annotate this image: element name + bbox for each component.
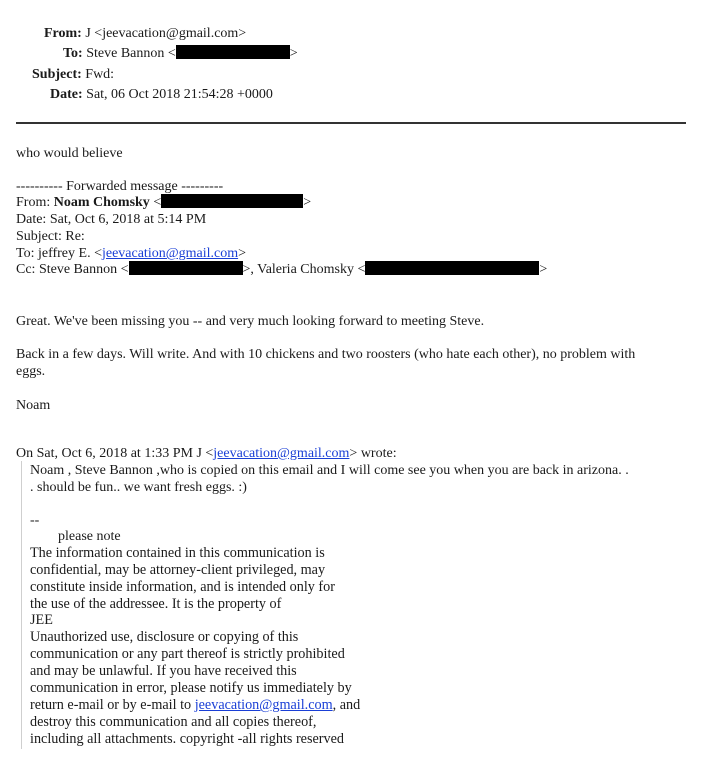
disclaimer-line: The information contained in this communication is <box>30 545 325 561</box>
disclaimer-line: Unauthorized use, disclosure or copying of this <box>30 629 299 645</box>
disclaimer-line: including all attachments. copyright -all rights reserved <box>30 731 345 747</box>
forwarded-to-close: > <box>238 246 246 261</box>
email-link[interactable]: jeevacation@gmail.com <box>213 446 350 461</box>
quoted-line-2: . should be fun.. we want fresh eggs. :) <box>30 480 247 495</box>
forwarded-from-prefix: From: <box>16 195 54 210</box>
disclaimer-line: communication in error, please notify us immediately by <box>30 680 352 696</box>
forwarded-separator: ---------- Forwarded message --------- <box>16 179 224 194</box>
quote-bar <box>21 461 22 749</box>
header-to-row <box>63 45 298 62</box>
quoted-line-1: Noam , Steve Bannon ,who is copied on this email and I will come see you when you are back in arizona. . <box>30 463 629 478</box>
email-link[interactable]: jeevacation@gmail.com <box>194 697 333 713</box>
forwarded-from <box>16 194 311 211</box>
forwarded-cc-mid: >, Valeria Chomsky < <box>242 262 366 277</box>
signature-separator: -- <box>30 513 40 528</box>
reply-signature: Noam <box>16 398 51 413</box>
intro-text: who would believe <box>16 146 123 161</box>
subject-value: Fwd: <box>85 67 115 82</box>
forwarded-cc-close: > <box>539 262 548 277</box>
return-prefix: return e-mail or by e-mail to <box>30 697 195 713</box>
from-label: From: <box>44 26 82 41</box>
forwarded-date: Date: Sat, Oct 6, 2018 at 5:14 PM <box>16 212 207 227</box>
forwarded-to <box>16 245 246 262</box>
forwarded-subject: Subject: Re: <box>16 229 85 244</box>
disclaimer-line: and may be unlawful. If you have received this <box>30 663 297 679</box>
attribution-suffix: > wrote: <box>349 446 397 461</box>
header-divider <box>16 122 686 124</box>
forwarded-to-prefix: To: jeffrey E. < <box>16 246 102 261</box>
disclaimer-line: communication or any part thereof is strictly prohibited <box>30 646 345 662</box>
subject-label: Subject: <box>32 67 82 82</box>
date-value: Sat, 06 Oct 2018 21:54:28 +0000 <box>86 87 273 102</box>
forwarded-from-close: > <box>303 195 312 210</box>
quote-attribution <box>16 445 397 462</box>
forwarded-cc-prefix: Cc: Steve Bannon < <box>16 262 129 277</box>
to-close: > <box>289 46 298 61</box>
forwarded-from-open: < <box>149 195 162 210</box>
header-subject-row <box>32 66 114 83</box>
disclaimer-line: confidential, may be attorney-client privileged, may <box>30 562 326 578</box>
to-name: Steve Bannon < <box>86 46 176 61</box>
redacted-email <box>161 194 303 208</box>
disclaimer-line: constitute inside information, and is intended only for <box>30 579 335 595</box>
forwarded-from-name: Noam Chomsky <box>53 195 150 210</box>
redacted-email <box>129 261 243 275</box>
date-label: Date: <box>50 87 83 102</box>
reply-paragraph-2-line-1: Back in a few days. Will write. And with 10 chickens and two roosters (who hate each other), no problem with <box>16 347 636 362</box>
disclaimer-line: JEE <box>30 612 53 628</box>
email-link[interactable]: jeevacation@gmail.com <box>101 246 239 261</box>
reply-paragraph-2-line-2: eggs. <box>16 364 46 379</box>
return-suffix: , and <box>332 697 361 713</box>
disclaimer-line: the use of the addressee. It is the property of <box>30 596 282 612</box>
redacted-email <box>176 45 290 59</box>
from-value: J <jeevacation@gmail.com> <box>85 26 247 41</box>
please-note: please note <box>58 529 121 544</box>
header-date-row <box>50 86 273 103</box>
attribution-prefix: On Sat, Oct 6, 2018 at 1:33 PM J < <box>16 446 214 461</box>
disclaimer-return-line <box>30 697 360 714</box>
disclaimer-line: destroy this communication and all copies thereof, <box>30 714 317 730</box>
reply-paragraph-1: Great. We've been missing you -- and very much looking forward to meeting Steve. <box>16 314 485 329</box>
to-label: To: <box>63 46 83 61</box>
redacted-email <box>365 261 539 275</box>
forwarded-cc <box>16 261 547 278</box>
header-from-row <box>44 25 246 42</box>
